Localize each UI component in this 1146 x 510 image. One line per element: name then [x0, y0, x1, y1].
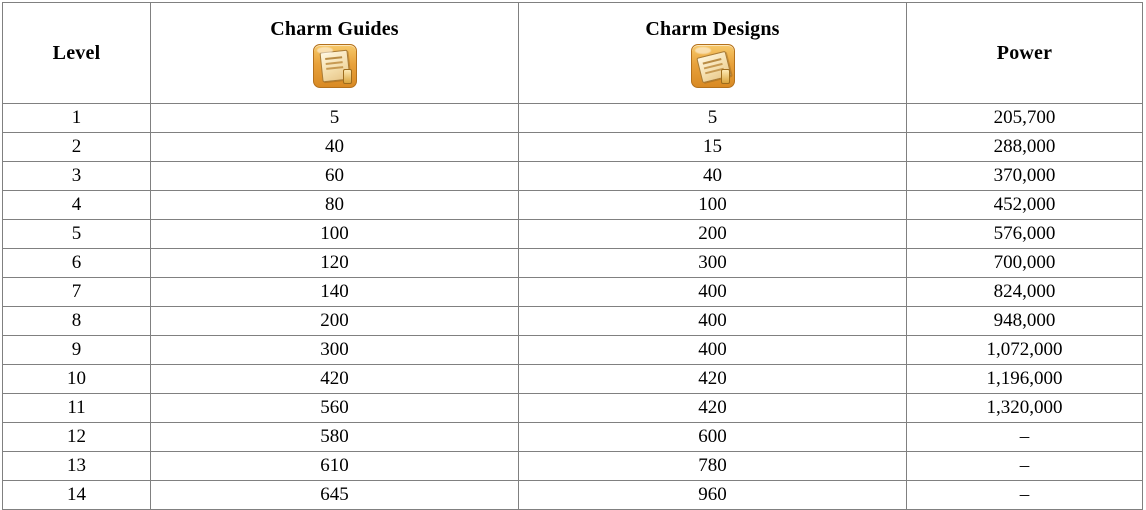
- cell-designs: 420: [519, 394, 907, 423]
- cell-guides: 5: [151, 104, 519, 133]
- table-row: [3, 249, 1143, 278]
- cell-guides: 420: [151, 365, 519, 394]
- column-header-level: [3, 3, 151, 104]
- cell-guides: 300: [151, 336, 519, 365]
- cell-designs: 600: [519, 423, 907, 452]
- cell-guides: 580: [151, 423, 519, 452]
- cell-guides: 140: [151, 278, 519, 307]
- table-row: [3, 423, 1143, 452]
- cell-level: 6: [3, 249, 151, 278]
- cell-level: 13: [3, 452, 151, 481]
- cell-guides: 120: [151, 249, 519, 278]
- table-row: [3, 162, 1143, 191]
- table-row: [3, 191, 1143, 220]
- cell-level: 9: [3, 336, 151, 365]
- cell-designs: 420: [519, 365, 907, 394]
- cell-level: 7: [3, 278, 151, 307]
- cell-power: 452,000: [907, 191, 1143, 220]
- column-header-charm-guides-label: Charm Guides: [270, 18, 399, 40]
- table-row: [3, 481, 1143, 510]
- cell-guides: 200: [151, 307, 519, 336]
- cell-level: 3: [3, 162, 151, 191]
- table-body: [3, 104, 1143, 510]
- charm-design-icon: [691, 44, 735, 88]
- cell-designs: 960: [519, 481, 907, 510]
- cell-designs: 300: [519, 249, 907, 278]
- cell-designs: 15: [519, 133, 907, 162]
- cell-designs: 5: [519, 104, 907, 133]
- column-header-power: [907, 3, 1143, 104]
- table-row: [3, 278, 1143, 307]
- cell-designs: 40: [519, 162, 907, 191]
- column-header-charm-designs-label: Charm Designs: [645, 18, 780, 40]
- cell-level: 14: [3, 481, 151, 510]
- cell-guides: 80: [151, 191, 519, 220]
- cell-level: 11: [3, 394, 151, 423]
- cell-power: 948,000: [907, 307, 1143, 336]
- table-row: [3, 336, 1143, 365]
- cell-power: 1,320,000: [907, 394, 1143, 423]
- column-header-power-label: Power: [996, 41, 1053, 64]
- cell-designs: 400: [519, 336, 907, 365]
- cell-level: 1: [3, 104, 151, 133]
- cell-level: 8: [3, 307, 151, 336]
- cell-level: 4: [3, 191, 151, 220]
- cell-guides: 60: [151, 162, 519, 191]
- cell-power: 576,000: [907, 220, 1143, 249]
- cell-power: 1,196,000: [907, 365, 1143, 394]
- table-row: [3, 307, 1143, 336]
- upgrade-cost-table: [2, 2, 1143, 510]
- cell-designs: 400: [519, 278, 907, 307]
- column-header-charm-designs: [519, 3, 907, 104]
- table-row: [3, 365, 1143, 394]
- cell-power: –: [907, 481, 1143, 510]
- cell-power: 288,000: [907, 133, 1143, 162]
- cell-designs: 200: [519, 220, 907, 249]
- cell-level: 10: [3, 365, 151, 394]
- table-row: [3, 133, 1143, 162]
- cell-level: 12: [3, 423, 151, 452]
- cell-designs: 400: [519, 307, 907, 336]
- cell-power: 370,000: [907, 162, 1143, 191]
- table-header: [3, 3, 1143, 104]
- table-row: [3, 220, 1143, 249]
- column-header-charm-guides: [151, 3, 519, 104]
- table-row: [3, 394, 1143, 423]
- cell-guides: 560: [151, 394, 519, 423]
- cell-guides: 40: [151, 133, 519, 162]
- cell-level: 2: [3, 133, 151, 162]
- header-row: [3, 3, 1143, 104]
- charm-guide-icon: [313, 44, 357, 88]
- cell-guides: 610: [151, 452, 519, 481]
- cell-guides: 645: [151, 481, 519, 510]
- cell-power: 205,700: [907, 104, 1143, 133]
- cell-power: –: [907, 452, 1143, 481]
- cell-power: 1,072,000: [907, 336, 1143, 365]
- table-row: [3, 452, 1143, 481]
- table-row: [3, 104, 1143, 133]
- table-sheet: [0, 2, 1146, 505]
- cell-designs: 780: [519, 452, 907, 481]
- column-header-level-label: Level: [52, 41, 101, 64]
- cell-power: –: [907, 423, 1143, 452]
- cell-power: 700,000: [907, 249, 1143, 278]
- cell-designs: 100: [519, 191, 907, 220]
- cell-guides: 100: [151, 220, 519, 249]
- cell-level: 5: [3, 220, 151, 249]
- cell-power: 824,000: [907, 278, 1143, 307]
